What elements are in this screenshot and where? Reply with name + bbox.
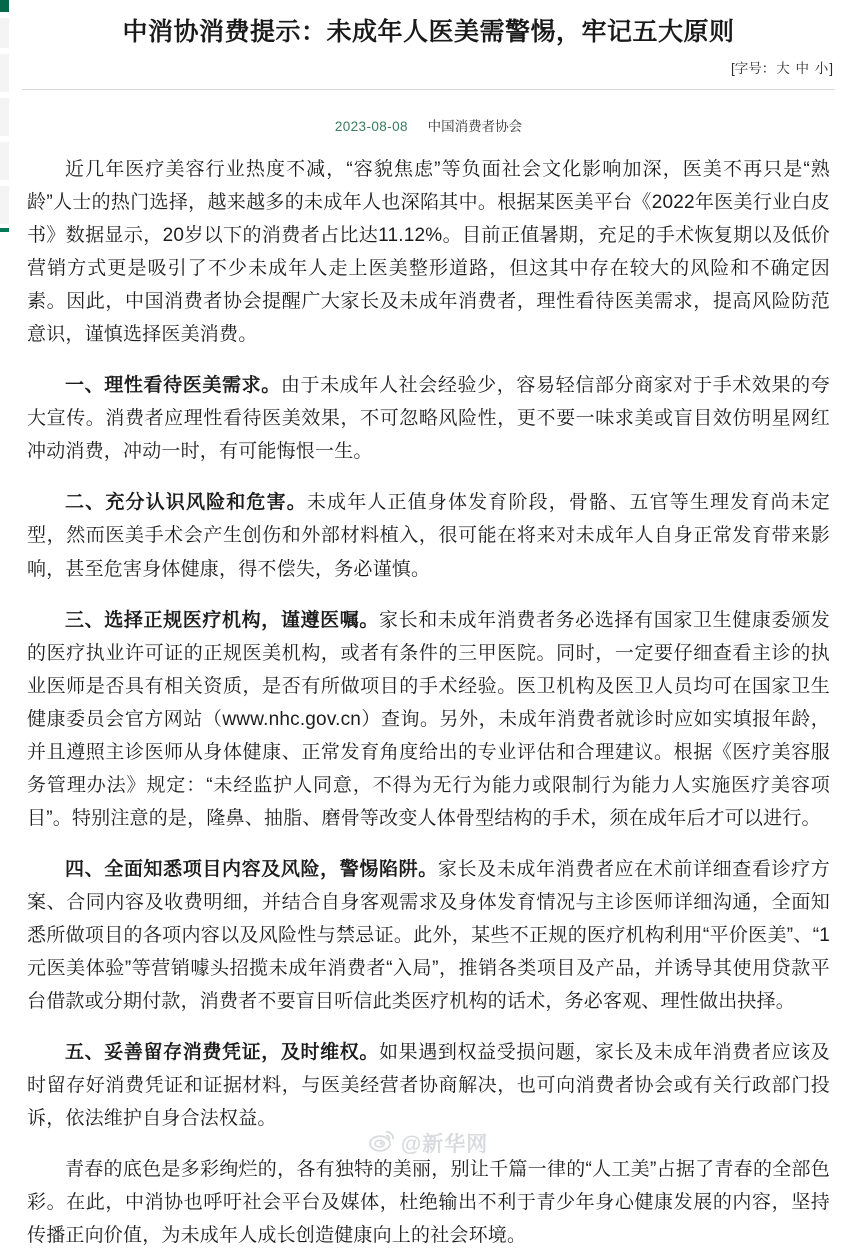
- paragraph-text: 青春的底色是多彩绚烂的，各有独特的美丽，别让千篇一律的“人工美”占据了青春的全部色彩。在此，中消协也呼吁社会平台及媒体，杜绝输出不利于青少年身心健康发展的内容，坚持传播正向价值，为未成年人成长创造健康向上的社会环境。: [27, 1159, 830, 1247]
- paragraph-lead: 一、理性看待医美需求。: [65, 375, 281, 397]
- paragraph: [27, 1036, 830, 1135]
- paragraph-lead: 四、全面知悉项目内容及风险，警惕陷阱。: [65, 858, 438, 880]
- paragraph-lead: 三、选择正规医疗机构，谨遵医嘱。: [65, 609, 380, 631]
- paragraph-lead: 二、充分认识风险和危害。: [65, 492, 307, 514]
- article-source: 中国消费者协会: [427, 119, 523, 134]
- paragraph-text: 家长及未成年消费者应在术前详细查看诊疗方案、合同内容及收费明细，并结合自身客观需求及身体发育情况与主诊医师详细沟通，全面知悉所做项目的各项内容以及风险性与禁忌证。此外，某些不正规的医疗机构利用“平价医美”、“1元医美体验”等营销噱头招揽未成年消费者“入局”，推销各类项目及产品，并诱导其使用贷款平台借款或分期付款，消费者不要盲目听信此类医疗机构的话术，务必客观、理性做出抉择。: [27, 858, 830, 1013]
- publish-date: 2023-08-08: [334, 119, 408, 134]
- weibo-icon: [369, 1130, 395, 1157]
- paragraph-text: 家长和未成年消费者务必选择有国家卫生健康委颁发的医疗执业许可证的正规医美机构，或者有条件的三甲医院。同时，一定要仔细查看主诊的执业医师是否具有相关资质，是否有所做项目的手术经验。医卫机构及医卫人员均可在国家卫生健康委员会官方网站（www.nhc.gov.cn）查询。另外，未成年消费者就诊时应如实填报年龄，并且遵照主诊医师从身体健康、正常发育角度给出的专业评估和合理建议。根据《医疗美容服务管理办法》规定：“未经监护人同意，不得为无行为能力或限制行为能力人实施医疗美容项目”。特别注意的是，隆鼻、抽脂、磨骨等改变人体骨型结构的手术，须在成年后才可以进行。: [27, 609, 831, 829]
- paragraph-text: 近几年医疗美容行业热度不减，“容貌焦虑”等负面社会文化影响加深，医美不再只是“熟龄”人士的热门选择，越来越多的未成年人也深陷其中。根据某医美平台《2022年医美行业白皮书》数据显示，20岁以下的消费者占比达11.12%。目前正值暑期，充足的手术恢复期以及低价营销方式更是吸引了不少未成年人走上医美整形道路，但这其中存在较大的风险和不确定因素。因此，中国消费者协会提醒广大家长及未成年消费者，理性看待医美需求，提高风险防范意识，谨慎选择医美消费。: [27, 159, 830, 346]
- font-size-prefix: [字号：: [730, 61, 776, 76]
- article-body: [0, 135, 857, 1252]
- paragraph: [27, 1153, 830, 1252]
- page-title: 中消协消费提示：未成年人医美需警惕，牢记五大原则: [122, 18, 735, 46]
- paragraph-text: 如果遇到权益受损问题，家长及未成年消费者应该及时留存好消费凭证和证据材料，与医美经营者协商解决，也可向消费者协会或有关行政部门投诉，依法维护自身合法权益。: [27, 1042, 831, 1130]
- font-size-small-link[interactable]: 小: [814, 61, 829, 76]
- paragraph: [27, 486, 830, 585]
- watermark-text: @新华网: [400, 1133, 489, 1156]
- font-size-medium-link[interactable]: 中: [795, 61, 809, 76]
- paragraph: [27, 369, 830, 468]
- font-size-large-link[interactable]: 大: [776, 61, 790, 76]
- paragraph-text: 未成年人正值身体发育阶段，骨骼、五官等生理发育尚未定型，然而医美手术会产生创伤和外部材料植入，很可能在将来对未成年人自身正常发育带来影响，甚至危害身体健康，得不偿失，务必谨慎。: [27, 492, 831, 580]
- watermark: [0, 1128, 857, 1158]
- paragraph: [27, 604, 830, 835]
- font-size-control: [0, 49, 857, 77]
- paragraph: [27, 153, 830, 351]
- article-meta: [0, 90, 857, 135]
- paragraph: [27, 853, 830, 1018]
- font-size-suffix: ]: [829, 61, 833, 76]
- paragraph-lead: 五、妥善留存消费凭证，及时维权。: [65, 1042, 380, 1064]
- paragraph-text: 由于未成年人社会经验少，容易轻信部分商家对于手术效果的夸大宣传。消费者应理性看待医美效果，不可忽略风险性，更不要一味求美或盲目效仿明星网红冲动消费，冲动一时，有可能悔恨一生。: [27, 375, 830, 463]
